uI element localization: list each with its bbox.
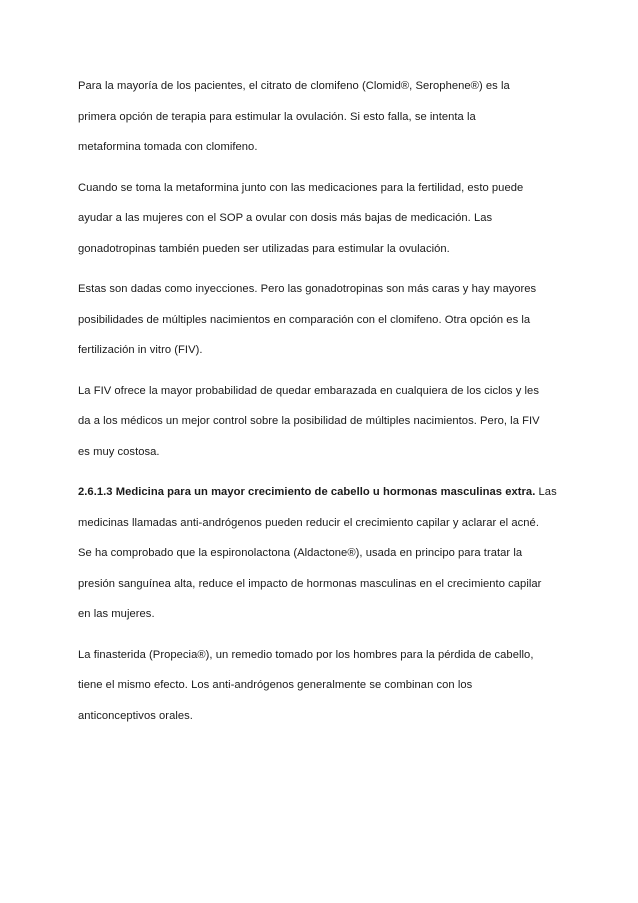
- text-line: da a los médicos un mejor control sobre la posibilidad de múltiples nacimientos. Pero, la FIV: [78, 415, 540, 427]
- text-line: La finasterida (Propecia®), un remedio tomado por los hombres para la pérdida de cabello,: [78, 648, 534, 661]
- text-line: fertilización in vitro (FIV).: [78, 344, 203, 356]
- text-line: medicinas llamadas anti-andrógenos pueden reducir el crecimiento capilar y aclarar el acné.: [78, 516, 539, 529]
- text-line: Cuando se toma la metaformina junto con las medicaciones para la fertilidad, esto puede: [78, 181, 524, 194]
- paragraph-inyecciones: [78, 274, 578, 366]
- text-line: Estas son dadas como inyecciones. Pero las gonadotropinas son más caras y hay mayores: [78, 283, 537, 295]
- text-line: La FIV ofrece la mayor probabilidad de quedar embarazada en cualquiera de los ciclos y les: [78, 384, 539, 397]
- text-line: anticonceptivos orales.: [78, 709, 193, 722]
- text-line: es muy costosa.: [78, 445, 160, 458]
- section-heading: 2.6.1.3 Medicina para un mayor crecimiento de cabello u hormonas masculinas extra.: [78, 486, 536, 498]
- paragraph-clomifeno: [78, 71, 578, 163]
- text-line: ayudar a las mujeres con el SOP a ovular con dosis más bajas de medicación. Las: [78, 212, 493, 224]
- text-line: Para la mayoría de los pacientes, el citrato de clomifeno (Clomid®, Serophene®) es la: [78, 80, 510, 92]
- text-line: metaformina tomada con clomifeno.: [78, 141, 258, 153]
- text-line: primera opción de terapia para estimular la ovulación. Si esto falla, se intenta la: [78, 110, 476, 123]
- paragraph-anti-androgenos: [78, 477, 578, 630]
- document-body: [78, 71, 578, 741]
- paragraph-fiv: [78, 376, 578, 468]
- text-line: Se ha comprobado que la espironolactona (Aldactone®), usada en principo para tratar la: [78, 547, 523, 559]
- text-line: posibilidades de múltiples nacimientos en comparación con el clomifeno. Otra opción es la: [78, 313, 531, 326]
- heading-tail-text: Las: [535, 486, 557, 498]
- text-line: en las mujeres.: [78, 608, 155, 620]
- text-line: presión sanguínea alta, reduce el impacto de hormonas masculinas en el crecimiento capilar: [78, 577, 542, 590]
- paragraph-finasterida: [78, 640, 578, 732]
- text-line-with-heading: [78, 477, 578, 508]
- text-line: gonadotropinas también pueden ser utilizadas para estimular la ovulación.: [78, 242, 450, 255]
- paragraph-metaformina: [78, 173, 578, 265]
- text-line: tiene el mismo efecto. Los anti-andrógenos generalmente se combinan con los: [78, 679, 473, 691]
